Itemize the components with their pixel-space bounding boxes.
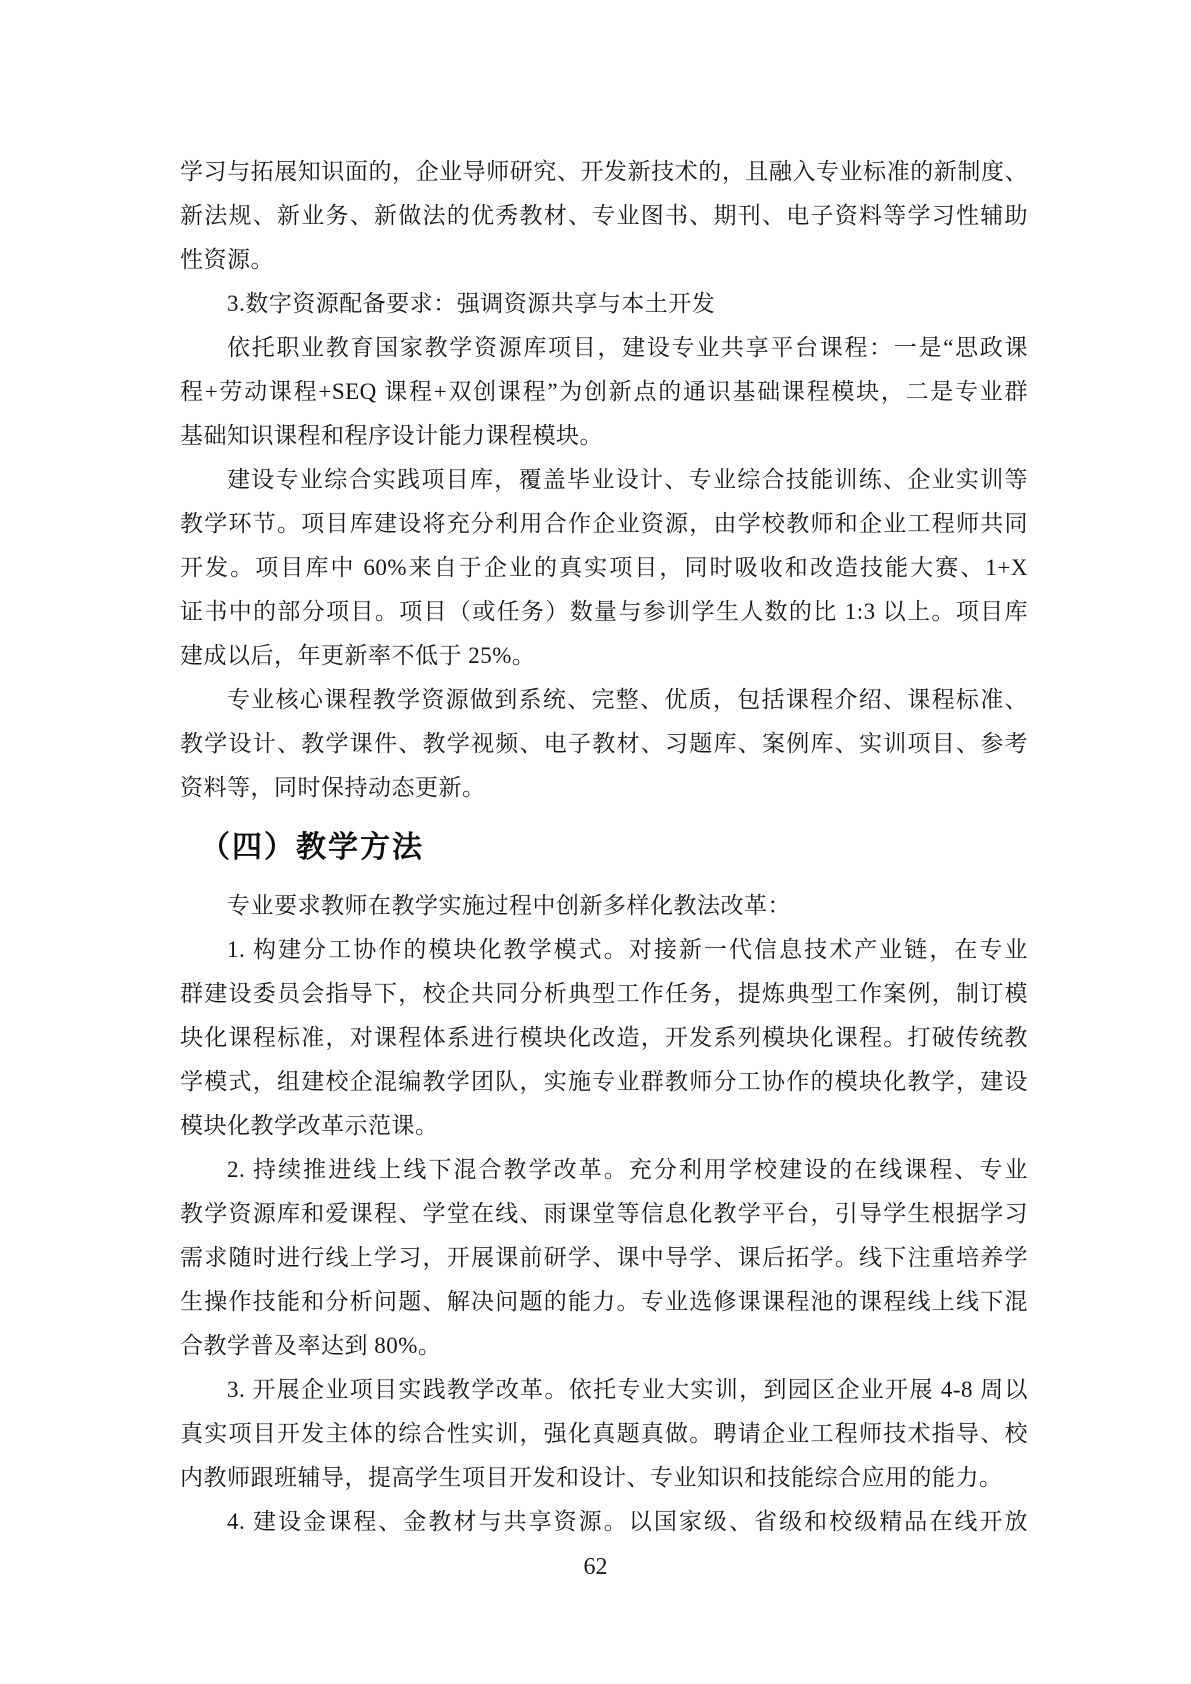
body-line: 学模式，组建校企混编教学团队，实施专业群教师分工协作的模块化教学，建设 [180,1069,1028,1094]
body-line: 资料等，同时保持动态更新。 [180,775,486,800]
paragraph [180,928,1028,1148]
body-line: 证书中的部分项目。项目（或任务）数量与参训学生人数的比 1:3 以上。项目库 [180,599,1028,624]
body-line: 合教学普及率达到 80%。 [180,1333,442,1358]
paragraph [180,884,1028,928]
paragraph [180,678,1028,810]
body-line: 建设专业综合实践项目库，覆盖毕业设计、专业综合技能训练、企业实训等 [227,467,1028,492]
body-line: 模块化教学改革示范课。 [180,1113,439,1138]
body-line: 新法规、新业务、新做法的优秀教材、专业图书、期刊、电子资料等学习性辅助 [180,203,1028,228]
page-number: 62 [583,1554,608,1580]
body-line: 3. 开展企业项目实践教学改革。依托专业大实训，到园区企业开展 4-8 周以 [227,1377,1028,1402]
body-line: 1. 构建分工协作的模块化教学模式。对接新一代信息技术产业链，在专业 [227,937,1028,962]
body-line: 教学环节。项目库建设将充分利用合作企业资源，由学校教师和企业工程师共同 [180,511,1028,536]
body-line: 建成以后，年更新率不低于 25%。 [180,643,536,668]
body-line: 依托职业教育国家教学资源库项目，建设专业共享平台课程：一是“思政课 [227,335,1028,360]
body-line: 2. 持续推进线上线下混合教学改革。充分利用学校建设的在线课程、专业 [227,1157,1028,1182]
body-line: 块化课程标准，对课程体系进行模块化改造，开发系列模块化课程。打破传统教 [180,1025,1028,1050]
document-body [180,150,1028,1544]
paragraph [180,458,1028,678]
paragraph [180,326,1028,458]
paragraph [180,1148,1028,1368]
paragraph [180,282,1028,326]
body-line: 专业核心课程教学资源做到系统、完整、优质，包括课程介绍、课程标准、 [227,687,1028,712]
body-line: 生操作技能和分析问题、解决问题的能力。专业选修课课程池的课程线上线下混 [180,1289,1028,1314]
body-line: 专业要求教师在教学实施过程中创新多样化教法改革： [227,893,791,918]
paragraph [180,150,1028,282]
paragraph [180,1500,1028,1544]
body-line: 基础知识课程和程序设计能力课程模块。 [180,423,603,448]
section-heading: （四）教学方法 [200,830,424,865]
paragraph [180,1368,1028,1500]
body-line: 内教师跟班辅导，提高学生项目开发和设计、专业知识和技能综合应用的能力。 [180,1465,1003,1490]
body-line: 性资源。 [180,247,274,272]
body-line: 开发。项目库中 60%来自于企业的真实项目，同时吸收和改造技能大赛、1+X [180,555,1028,580]
body-line: 真实项目开发主体的综合性实训，强化真题真做。聘请企业工程师技术指导、校 [180,1421,1028,1446]
body-line: 3.数字资源配备要求：强调资源共享与本土开发 [227,291,716,316]
body-line: 程+劳动课程+SEQ 课程+双创课程”为创新点的通识基础课程模块，二是专业群 [180,379,1028,404]
body-line: 学习与拓展知识面的，企业导师研究、开发新技术的，且融入专业标准的新制度、 [180,159,1028,184]
body-line: 教学资源库和爱课程、学堂在线、雨课堂等信息化教学平台，引导学生根据学习 [180,1201,1028,1226]
body-line: 需求随时进行线上学习，开展课前研学、课中导学、课后拓学。线下注重培养学 [180,1245,1028,1270]
body-line: 群建设委员会指导下，校企共同分析典型工作任务，提炼典型工作案例，制订模 [180,981,1028,1006]
body-line: 教学设计、教学课件、教学视频、电子教材、习题库、案例库、实训项目、参考 [180,731,1028,756]
body-line: 4. 建设金课程、金教材与共享资源。以国家级、省级和校级精品在线开放 [227,1509,1028,1534]
